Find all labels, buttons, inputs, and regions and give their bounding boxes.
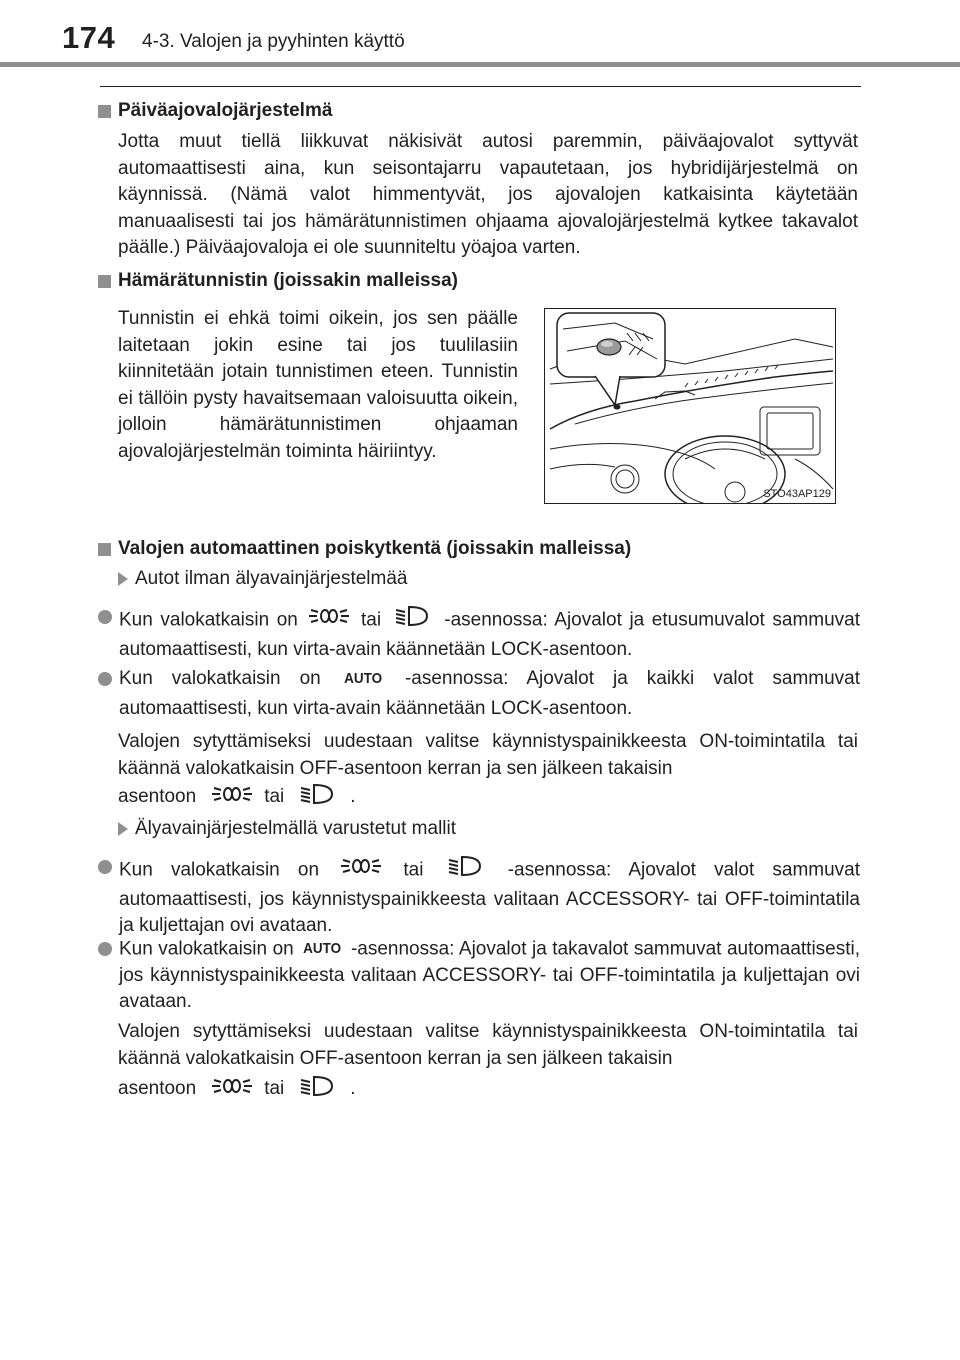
bullet-text-post: -asennossa: Ajovalot ja etusumuvalot sammuvat automaattisesti, kun virta-avain käännetään LOCK-asentoon.	[119, 609, 861, 660]
bullet-text-pre: Kun valokatkaisin on	[119, 609, 298, 631]
round-bullet-icon	[98, 860, 112, 874]
figure-code: STO43AP129	[763, 488, 831, 500]
group1-title	[118, 568, 407, 590]
bullet-text-post: -asennossa: Ajovalot valot sammuvat automaattisesti, jos käynnistyspainikkeesta valitaan ACCESSORY- tai OFF-toimintatila ja kuljettajan ovi avataan.	[119, 859, 861, 936]
content-rule	[100, 86, 861, 87]
auto-mode-icon: AUTO	[303, 940, 342, 957]
group2-bullet-1	[98, 854, 860, 940]
group2-title-text: Älyavainjärjestelmällä varustetut mallit	[135, 818, 457, 839]
sensor-heading	[98, 268, 862, 295]
auto-mode-icon: AUTO	[343, 670, 382, 687]
bullet-text-pre: Kun valokatkaisin on	[119, 668, 321, 690]
group1-note	[118, 728, 858, 782]
group1-bullet-1	[98, 604, 860, 663]
group2-note-end	[118, 1074, 356, 1104]
headlight-icon	[393, 604, 433, 637]
group2-title	[118, 818, 456, 840]
bullet-text-mid: tai	[403, 859, 424, 881]
drl-heading-text: Päiväajovalojärjestelmä	[118, 100, 333, 121]
headlight-icon	[446, 854, 486, 887]
note-text: Valojen sytyttämiseksi uudestaan valitse käynnistyspainikkeesta ON-toimintatila tai käännä valokatkaisin OFF-asentoon kerran ja sen jälkeen takaisin	[118, 1021, 858, 1069]
bullet-text-post: -asennossa: Ajovalot ja kaikki valot sammuvat automaattisesti, kun virta-avain käännetään LOCK-asentoon.	[119, 668, 861, 720]
group1-bullet-2	[98, 666, 860, 724]
auto-off-heading-text: Valojen automaattinen poiskytkentä (joissakin malleissa)	[118, 538, 632, 559]
dashboard-sensor-figure	[544, 308, 836, 504]
triangle-bullet-icon	[118, 822, 128, 836]
dashboard-illustration	[545, 309, 835, 503]
round-bullet-icon	[98, 672, 112, 686]
note-pre: asentoon	[118, 786, 197, 807]
group2-note	[118, 1018, 858, 1072]
square-bullet-icon	[98, 275, 111, 288]
note-text: Valojen sytyttämiseksi uudestaan valitse käynnistyspainikkeesta ON-toimintatila tai käännä valokatkaisin OFF-asentoon kerran ja sen jälkeen takaisin	[118, 731, 858, 779]
bullet-text-mid: tai	[361, 609, 382, 631]
group2-bullet-2	[98, 936, 860, 1016]
round-bullet-icon	[98, 942, 112, 956]
sensor-body: Tunnistin ei ehkä toimi oikein, jos sen päälle laitetaan jokin esine tai jos tuulilasiin kiinnitetään jotain tunnistimen eteen. Tunnistin ei tällöin pysty havaitsemaan valoisuutta oikein, jolloin hämärätunnistimen ohjaaman ajovalojärjestelmän toiminta häiriintyy.	[118, 308, 518, 462]
header-rule	[0, 62, 960, 67]
sensor-heading-text: Hämärätunnistin (joissakin malleissa)	[118, 270, 459, 291]
square-bullet-icon	[98, 105, 111, 118]
drl-heading	[98, 98, 862, 125]
note-pre: asentoon	[118, 1078, 197, 1099]
triangle-bullet-icon	[118, 572, 128, 586]
note-end: .	[350, 1078, 356, 1099]
tail-light-icon	[212, 782, 252, 812]
headlight-icon	[298, 1074, 338, 1104]
round-bullet-icon	[98, 610, 112, 624]
tail-light-icon	[212, 1074, 252, 1104]
tail-light-icon	[309, 604, 349, 637]
section-title: 4-3. Valojen ja pyyhinten käyttö	[142, 31, 405, 52]
tail-light-icon	[341, 854, 381, 887]
square-bullet-icon	[98, 543, 111, 556]
group1-title-text: Autot ilman älyavainjärjestelmää	[135, 568, 408, 589]
auto-off-heading	[98, 536, 862, 563]
note-mid: tai	[264, 786, 285, 807]
note-end: .	[350, 786, 356, 807]
bullet-text-post: -asennossa: Ajovalot ja takavalot sammuvat automaattisesti, jos käynnistyspainikkeesta valitaan ACCESSORY- tai OFF-toimintatila ja kuljettajan ovi avataan.	[119, 938, 861, 1013]
drl-body: Jotta muut tiellä liikkuvat näkisivät autosi paremmin, päiväajovalot syttyvät automaattisesti aina, kun seisontajarru vapautetaan, jos hybridijärjestelmä on käynnissä. (Nämä valot himmentyvät, jos ajovalojen katkaisinta käytetään manuaalisesti tai jos hämärätunnistimen ohjaama ajovalojärjestelmä kytkee takavalot päälle.) Päiväajovaloja ei ole suunniteltu yöajoa varten.	[118, 131, 858, 258]
bullet-text-pre: Kun valokatkaisin on	[119, 859, 320, 881]
group1-note-end	[118, 782, 356, 812]
page-number: 174	[62, 20, 116, 55]
page-header	[0, 0, 960, 70]
note-mid: tai	[264, 1078, 285, 1099]
bullet-text-pre: Kun valokatkaisin on	[119, 938, 294, 960]
headlight-icon	[298, 782, 338, 812]
